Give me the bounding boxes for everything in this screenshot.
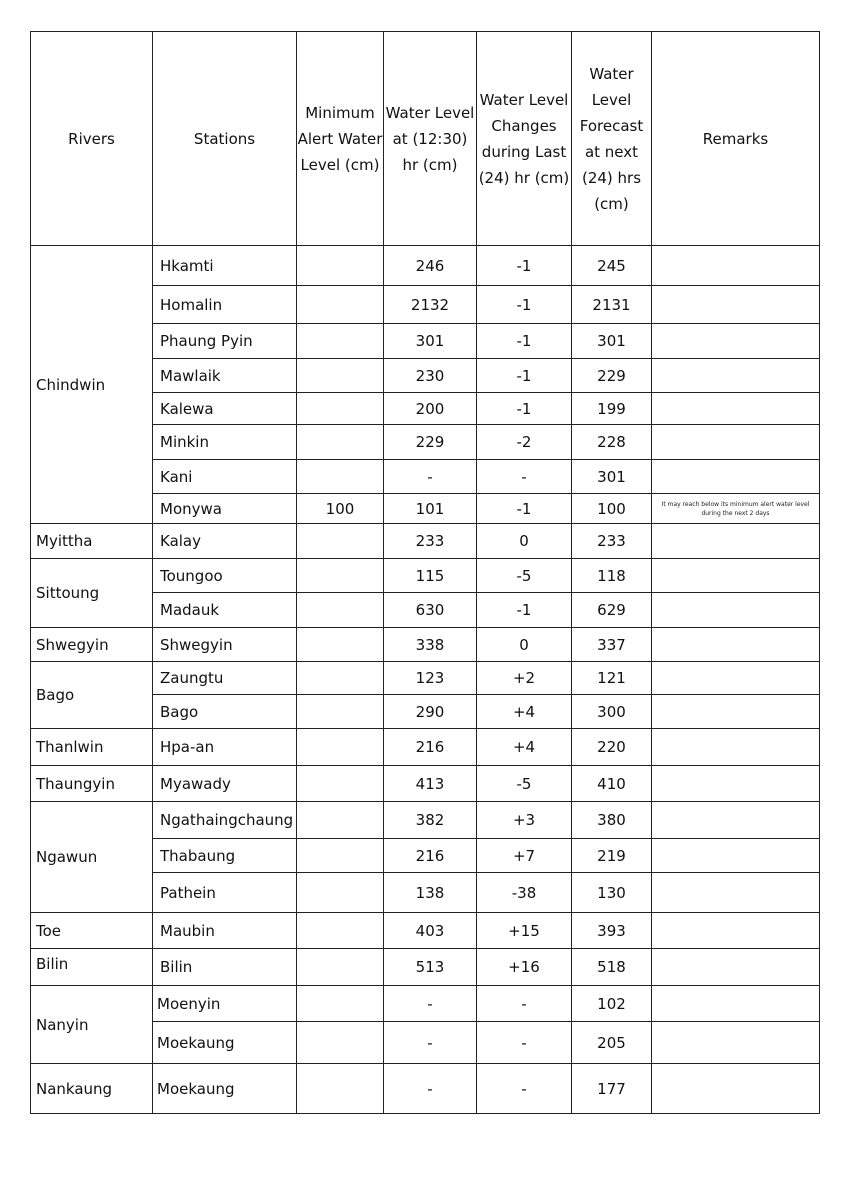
water-level-cell: 2132	[384, 286, 477, 324]
station-cell: Bago	[153, 695, 297, 729]
river-cell: Thaungyin	[31, 766, 153, 802]
forecast-cell: 229	[572, 359, 652, 393]
change-cell: -1	[477, 359, 572, 393]
header-water-level: Water Level at (12:30) hr (cm)	[384, 32, 477, 246]
remarks-cell	[652, 593, 820, 628]
min-alert-cell	[297, 324, 384, 359]
min-alert-cell	[297, 802, 384, 839]
change-cell: -	[477, 460, 572, 494]
remarks-cell	[652, 913, 820, 949]
forecast-cell: 301	[572, 460, 652, 494]
change-cell: +16	[477, 949, 572, 986]
river-cell: Sittoung	[31, 559, 153, 628]
change-cell: +4	[477, 695, 572, 729]
min-alert-cell	[297, 359, 384, 393]
station-cell: Moekaung	[153, 1022, 297, 1064]
river-cell: Ngawun	[31, 802, 153, 913]
header-min-alert: Minimum Alert Water Level (cm)	[297, 32, 384, 246]
station-cell: Kalewa	[153, 393, 297, 425]
water-level-cell: 513	[384, 949, 477, 986]
station-cell: Moekaung	[153, 1064, 297, 1114]
river-cell: Thanlwin	[31, 729, 153, 766]
water-level-cell: 246	[384, 246, 477, 286]
change-cell: +7	[477, 839, 572, 873]
change-cell: -2	[477, 425, 572, 460]
forecast-cell: 2131	[572, 286, 652, 324]
min-alert-cell	[297, 873, 384, 913]
remarks-cell	[652, 1064, 820, 1114]
forecast-cell: 380	[572, 802, 652, 839]
change-cell: +4	[477, 729, 572, 766]
table-row	[31, 628, 820, 662]
header-changes: Water Level Changes during Last (24) hr (cm)	[477, 32, 572, 246]
min-alert-cell	[297, 986, 384, 1022]
min-alert-cell	[297, 1022, 384, 1064]
station-cell: Shwegyin	[153, 628, 297, 662]
forecast-cell: 300	[572, 695, 652, 729]
min-alert-cell	[297, 593, 384, 628]
station-cell: Kalay	[153, 524, 297, 559]
table-row	[31, 986, 820, 1022]
water-level-cell: -	[384, 986, 477, 1022]
station-cell: Bilin	[153, 949, 297, 986]
station-cell: Kani	[153, 460, 297, 494]
change-cell: -	[477, 1022, 572, 1064]
min-alert-cell	[297, 460, 384, 494]
water-level-cell: 233	[384, 524, 477, 559]
table-row	[31, 949, 820, 986]
change-cell: -38	[477, 873, 572, 913]
min-alert-cell	[297, 286, 384, 324]
remarks-cell	[652, 873, 820, 913]
forecast-cell: 301	[572, 324, 652, 359]
table-row	[31, 802, 820, 839]
change-cell: -1	[477, 494, 572, 524]
station-cell: Thabaung	[153, 839, 297, 873]
remarks-cell	[652, 559, 820, 593]
header-row	[31, 32, 820, 246]
remarks-cell	[652, 359, 820, 393]
remarks-cell	[652, 246, 820, 286]
change-cell: -5	[477, 766, 572, 802]
station-cell: Phaung Pyin	[153, 324, 297, 359]
remarks-cell	[652, 662, 820, 695]
min-alert-cell	[297, 246, 384, 286]
forecast-cell: 121	[572, 662, 652, 695]
remarks-cell	[652, 460, 820, 494]
forecast-cell: 228	[572, 425, 652, 460]
forecast-cell: 220	[572, 729, 652, 766]
forecast-cell: 100	[572, 494, 652, 524]
remarks-cell	[652, 286, 820, 324]
river-cell: Nankaung	[31, 1064, 153, 1114]
change-cell: -1	[477, 393, 572, 425]
water-level-cell: 229	[384, 425, 477, 460]
min-alert-cell	[297, 393, 384, 425]
water-level-cell: 123	[384, 662, 477, 695]
change-cell: -1	[477, 246, 572, 286]
river-cell: Toe	[31, 913, 153, 949]
water-level-cell: 403	[384, 913, 477, 949]
river-cell: Chindwin	[31, 246, 153, 524]
remarks-cell	[652, 949, 820, 986]
water-level-cell: 382	[384, 802, 477, 839]
forecast-cell: 518	[572, 949, 652, 986]
station-cell: Hpa-an	[153, 729, 297, 766]
water-level-cell: 630	[384, 593, 477, 628]
table-row	[31, 729, 820, 766]
min-alert-cell	[297, 559, 384, 593]
remarks-cell	[652, 839, 820, 873]
river-cell: Bilin	[31, 949, 153, 986]
header-forecast: Water Level Forecast at next (24) hrs (cm)	[572, 32, 652, 246]
min-alert-cell	[297, 729, 384, 766]
change-cell: -1	[477, 593, 572, 628]
water-level-cell: 216	[384, 839, 477, 873]
remarks-cell: It may reach below its minimum alert water level during the next 2 days	[652, 494, 820, 524]
station-cell: Myawady	[153, 766, 297, 802]
station-cell: Toungoo	[153, 559, 297, 593]
table-row	[31, 1064, 820, 1114]
remarks-cell	[652, 802, 820, 839]
water-level-table	[30, 31, 820, 1114]
table-row	[31, 524, 820, 559]
remarks-cell	[652, 729, 820, 766]
water-level-cell: 230	[384, 359, 477, 393]
water-level-cell: 338	[384, 628, 477, 662]
water-level-cell: -	[384, 460, 477, 494]
water-level-cell: 216	[384, 729, 477, 766]
station-cell: Ngathaingchaung	[153, 802, 297, 839]
station-cell: Minkin	[153, 425, 297, 460]
forecast-cell: 245	[572, 246, 652, 286]
change-cell: -5	[477, 559, 572, 593]
forecast-cell: 337	[572, 628, 652, 662]
water-level-cell: -	[384, 1064, 477, 1114]
forecast-cell: 118	[572, 559, 652, 593]
water-level-cell: 200	[384, 393, 477, 425]
header-rivers: Rivers	[31, 32, 153, 246]
table-row	[31, 913, 820, 949]
min-alert-cell	[297, 1064, 384, 1114]
forecast-cell: 199	[572, 393, 652, 425]
forecast-cell: 205	[572, 1022, 652, 1064]
remarks-cell	[652, 425, 820, 460]
water-level-cell: 413	[384, 766, 477, 802]
min-alert-cell	[297, 662, 384, 695]
change-cell: 0	[477, 524, 572, 559]
station-cell: Homalin	[153, 286, 297, 324]
station-cell: Mawlaik	[153, 359, 297, 393]
river-cell: Myittha	[31, 524, 153, 559]
remarks-cell	[652, 766, 820, 802]
min-alert-cell	[297, 524, 384, 559]
station-cell: Hkamti	[153, 246, 297, 286]
min-alert-cell: 100	[297, 494, 384, 524]
water-level-cell: 290	[384, 695, 477, 729]
river-cell: Bago	[31, 662, 153, 729]
remarks-cell	[652, 324, 820, 359]
river-cell: Nanyin	[31, 986, 153, 1064]
river-cell: Shwegyin	[31, 628, 153, 662]
header-stations: Stations	[153, 32, 297, 246]
water-level-cell: 301	[384, 324, 477, 359]
forecast-cell: 393	[572, 913, 652, 949]
table-row	[31, 662, 820, 695]
station-cell: Moenyin	[153, 986, 297, 1022]
min-alert-cell	[297, 913, 384, 949]
station-cell: Pathein	[153, 873, 297, 913]
table-row	[31, 559, 820, 593]
water-level-cell: 115	[384, 559, 477, 593]
remarks-cell	[652, 628, 820, 662]
remarks-cell	[652, 986, 820, 1022]
water-level-cell: -	[384, 1022, 477, 1064]
change-cell: +15	[477, 913, 572, 949]
water-level-cell: 101	[384, 494, 477, 524]
min-alert-cell	[297, 695, 384, 729]
change-cell: -	[477, 1064, 572, 1114]
station-cell: Madauk	[153, 593, 297, 628]
min-alert-cell	[297, 839, 384, 873]
forecast-cell: 410	[572, 766, 652, 802]
min-alert-cell	[297, 949, 384, 986]
change-cell: -1	[477, 286, 572, 324]
change-cell: +2	[477, 662, 572, 695]
remarks-cell	[652, 695, 820, 729]
remarks-cell	[652, 524, 820, 559]
forecast-cell: 177	[572, 1064, 652, 1114]
forecast-cell: 219	[572, 839, 652, 873]
remarks-cell	[652, 1022, 820, 1064]
change-cell: +3	[477, 802, 572, 839]
change-cell: 0	[477, 628, 572, 662]
change-cell: -	[477, 986, 572, 1022]
header-remarks: Remarks	[652, 32, 820, 246]
water-level-cell: 138	[384, 873, 477, 913]
min-alert-cell	[297, 628, 384, 662]
forecast-cell: 629	[572, 593, 652, 628]
table-row	[31, 246, 820, 286]
station-cell: Monywa	[153, 494, 297, 524]
forecast-cell: 233	[572, 524, 652, 559]
remarks-cell	[652, 393, 820, 425]
min-alert-cell	[297, 766, 384, 802]
forecast-cell: 102	[572, 986, 652, 1022]
station-cell: Zaungtu	[153, 662, 297, 695]
min-alert-cell	[297, 425, 384, 460]
station-cell: Maubin	[153, 913, 297, 949]
forecast-cell: 130	[572, 873, 652, 913]
table-row	[31, 766, 820, 802]
change-cell: -1	[477, 324, 572, 359]
